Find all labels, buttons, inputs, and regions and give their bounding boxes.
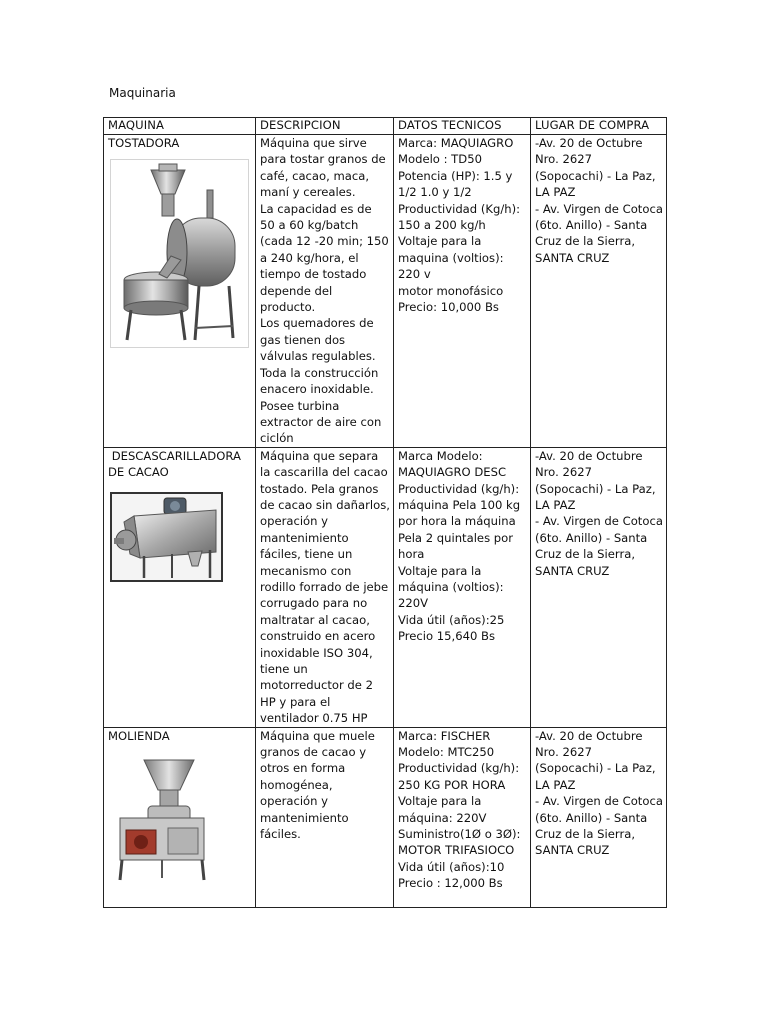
husker-machine-photo <box>110 492 223 582</box>
purchase-location-cell <box>531 727 667 907</box>
purchase-location: -Av. 20 de Octubre Nro. 2627 (Sopocachi) - La Paz, LA PAZ - Av. Virgen de Cotoca (6to. Anillo) - Santa Cruz de la Sierra, SANTA CRUZ <box>535 448 663 578</box>
header-maquina: MAQUINA <box>104 118 256 135</box>
purchase-location-cell <box>531 135 667 448</box>
machine-description: Máquina que sirve para tostar granos de café, cacao, maca, maní y cereales. La capacidad es de 50 a 60 kg/batch (cada 12 -20 min; 150 a 240 kg/hora, el tiempo de tostado depende del producto. Los quemadores de gas tienen dos válvulas regulables. Toda la construcción enacero inoxidable. Posee turbina extractor de aire con ciclón <box>260 136 389 446</box>
description-cell <box>256 135 394 448</box>
machinery-table <box>103 117 667 908</box>
machine-name: TOSTADORA <box>108 136 180 150</box>
table-row <box>104 727 667 907</box>
machine-cell <box>104 135 256 448</box>
description-cell <box>256 447 394 727</box>
technical-data: Marca: FISCHER Modelo: MTC250 Productividad (kg/h): 250 KG POR HORA Voltaje para la máquina: 220V Suministro(1Ø o 3Ø): MOTOR TRIFASIOCO Vida útil (años):10 Precio : 12,000 Bs <box>398 728 521 891</box>
header-descripcion: DESCRIPCION <box>256 118 394 135</box>
header-datos-tecnicos: DATOS TECNICOS <box>394 118 531 135</box>
machine-cell <box>104 727 256 907</box>
header-lugar-de-compra: LUGAR DE COMPRA <box>531 118 667 135</box>
roaster-machine-illustration <box>111 160 248 347</box>
roaster-machine-photo <box>110 159 249 348</box>
technical-data-cell <box>394 447 531 727</box>
technical-data-cell <box>394 727 531 907</box>
grinder-machine-photo <box>110 756 214 882</box>
description-cell <box>256 727 394 907</box>
machine-name: MOLIENDA <box>108 728 170 743</box>
machine-name: DESCASCARILLADORA DE CACAO <box>108 448 245 480</box>
grinder-machine-illustration <box>110 756 214 882</box>
husker-machine-illustration <box>112 494 221 580</box>
document-title: Maquinaria <box>109 86 176 100</box>
machine-cell <box>104 447 256 727</box>
machine-description: Máquina que muele granos de cacao y otros en forma homogénea, operación y mantenimiento fáciles. <box>260 728 375 842</box>
technical-data: Marca Modelo: MAQUIAGRO DESC Productividad (kg/h): máquina Pela 100 kg por hora la máquina Pela 2 quintales por hora Voltaje para la máquina (voltios): 220V Vida útil (años):25 Precio 15,640 Bs <box>398 448 521 644</box>
machine-description: Máquina que separa la cascarilla del cacao tostado. Pela granos de cacao sin dañarlos, operación y mantenimiento fáciles, tiene un mecanismo con rodillo forrado de jebe corrugado para no maltratar al cacao, construido en acero inoxidable ISO 304, tiene un motorreductor de 2 HP y para el ventilador 0.75 HP <box>260 448 390 726</box>
table-header-row <box>104 118 667 135</box>
table-row <box>104 447 667 727</box>
technical-data-cell <box>394 135 531 448</box>
purchase-location: -Av. 20 de Octubre Nro. 2627 (Sopocachi) - La Paz, LA PAZ - Av. Virgen de Cotoca (6to. Anillo) - Santa Cruz de la Sierra, SANTA CRUZ <box>535 136 663 265</box>
table-row <box>104 135 667 448</box>
purchase-location-cell <box>531 447 667 727</box>
purchase-location: -Av. 20 de Octubre Nro. 2627 (Sopocachi) - La Paz, LA PAZ - Av. Virgen de Cotoca (6to. Anillo) - Santa Cruz de la Sierra, SANTA CRUZ <box>535 728 663 858</box>
technical-data: Marca: MAQUIAGRO Modelo : TD50 Potencia (HP): 1.5 y 1/2 1.0 y 1/2 Productividad (Kg/h): 150 a 200 kg/h Voltaje para la maquina (voltios): 220 v motor monofásico Precio: 10,000 Bs <box>398 136 521 315</box>
